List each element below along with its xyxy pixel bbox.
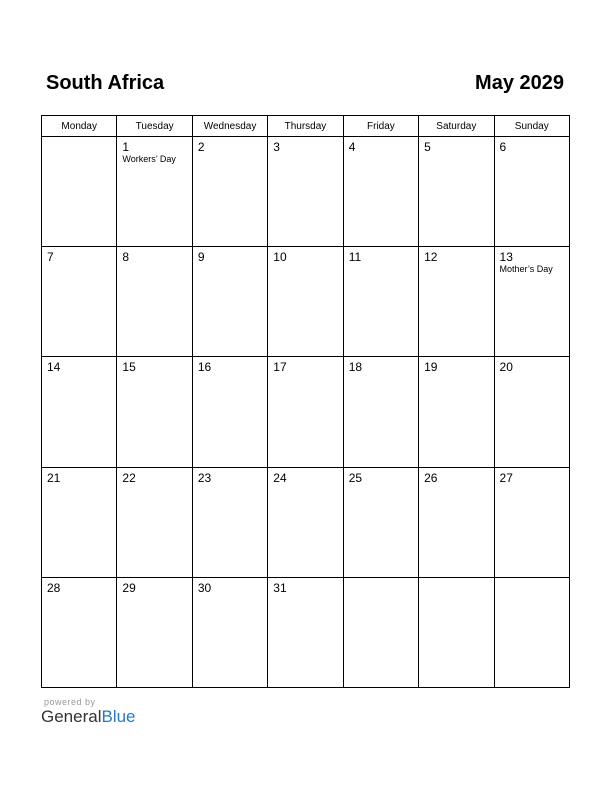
weekday-header: Wednesday: [192, 116, 267, 137]
week-row: [42, 137, 570, 247]
day-number: 1: [122, 140, 130, 154]
day-number: 20: [499, 360, 513, 375]
day-cell: [192, 577, 267, 687]
day-number: 12: [424, 250, 438, 265]
country-title: South Africa: [46, 72, 165, 94]
day-number: 15: [122, 360, 136, 375]
day-number: 2: [197, 140, 205, 154]
day-number: 28: [47, 580, 61, 595]
day-cell: [494, 467, 569, 577]
day-cell: [117, 247, 192, 357]
weekday-header: Thursday: [268, 116, 343, 137]
day-cell: [42, 577, 117, 687]
powered-by-label: powered by: [44, 697, 96, 707]
day-cell: [343, 247, 418, 357]
weekday-header: Sunday: [494, 116, 569, 137]
day-cell: [42, 467, 117, 577]
weekday-header: Saturday: [419, 116, 494, 137]
day-cell: [494, 247, 569, 357]
day-cell: [117, 467, 192, 577]
day-cell: [268, 577, 343, 687]
day-cell: [117, 357, 192, 467]
day-cell: [343, 357, 418, 467]
day-cell: [419, 357, 494, 467]
day-cell: [192, 357, 267, 467]
brand-name-general: General: [41, 707, 102, 726]
day-number: 16: [197, 360, 212, 375]
holiday-label: Mother’s Day: [499, 264, 553, 275]
weekday-header: Monday: [42, 116, 117, 137]
day-cell: [419, 467, 494, 577]
weekday-header-row: [42, 116, 570, 137]
day-cell: [117, 137, 192, 247]
day-number: [344, 578, 418, 581]
day-number: 24: [273, 470, 287, 485]
day-number: 10: [273, 250, 287, 265]
month-title: May 2029: [475, 72, 564, 94]
week-row: [42, 467, 570, 577]
day-number: 27: [499, 470, 513, 485]
day-number: 21: [47, 470, 61, 485]
day-cell: [268, 247, 343, 357]
empty-day-cell: [343, 577, 418, 687]
day-number: 13: [499, 250, 513, 265]
week-row: [42, 247, 570, 357]
day-number: 4: [348, 140, 356, 154]
week-row: [42, 577, 570, 687]
day-cell: [117, 577, 192, 687]
day-number: [42, 137, 116, 140]
day-number: [419, 578, 493, 581]
brand-footer: [41, 697, 136, 727]
day-number: [495, 578, 569, 581]
weekday-header: Friday: [343, 116, 418, 137]
day-cell: [42, 247, 117, 357]
day-cell: [268, 467, 343, 577]
holiday-label: Workers’ Day: [122, 154, 176, 164]
day-number: 8: [122, 250, 130, 265]
day-number: 22: [122, 470, 136, 485]
day-number: 30: [197, 580, 212, 595]
day-cell: [494, 137, 569, 247]
day-number: 31: [273, 580, 287, 595]
day-number: 7: [47, 250, 54, 265]
week-row: [42, 357, 570, 467]
day-cell: [42, 357, 117, 467]
day-number: 29: [122, 580, 136, 595]
day-cell: [192, 467, 267, 577]
day-cell: [419, 247, 494, 357]
day-number: 9: [197, 250, 205, 265]
day-number: 11: [348, 250, 362, 265]
day-number: 18: [348, 360, 363, 375]
day-cell: [419, 137, 494, 247]
day-number: 25: [348, 470, 363, 485]
day-cell: [268, 137, 343, 247]
month-calendar-grid: [41, 115, 570, 688]
day-number: 6: [499, 140, 507, 154]
day-cell: [343, 137, 418, 247]
day-number: 3: [273, 140, 280, 154]
brand-name-blue: Blue: [101, 707, 136, 726]
day-cell: [268, 357, 343, 467]
weekday-header: Tuesday: [117, 116, 192, 137]
day-number: 14: [47, 360, 61, 375]
empty-day-cell: [419, 577, 494, 687]
day-cell: [192, 137, 267, 247]
day-cell: [192, 247, 267, 357]
day-number: 17: [273, 360, 287, 375]
day-number: 23: [197, 470, 212, 485]
day-number: 26: [424, 470, 438, 485]
day-number: 19: [424, 360, 438, 375]
day-number: 5: [424, 140, 431, 154]
empty-day-cell: [42, 137, 117, 247]
day-cell: [343, 467, 418, 577]
brand-logo: [41, 707, 136, 727]
day-cell: [494, 357, 569, 467]
empty-day-cell: [494, 577, 569, 687]
calendar-header: [41, 70, 571, 100]
